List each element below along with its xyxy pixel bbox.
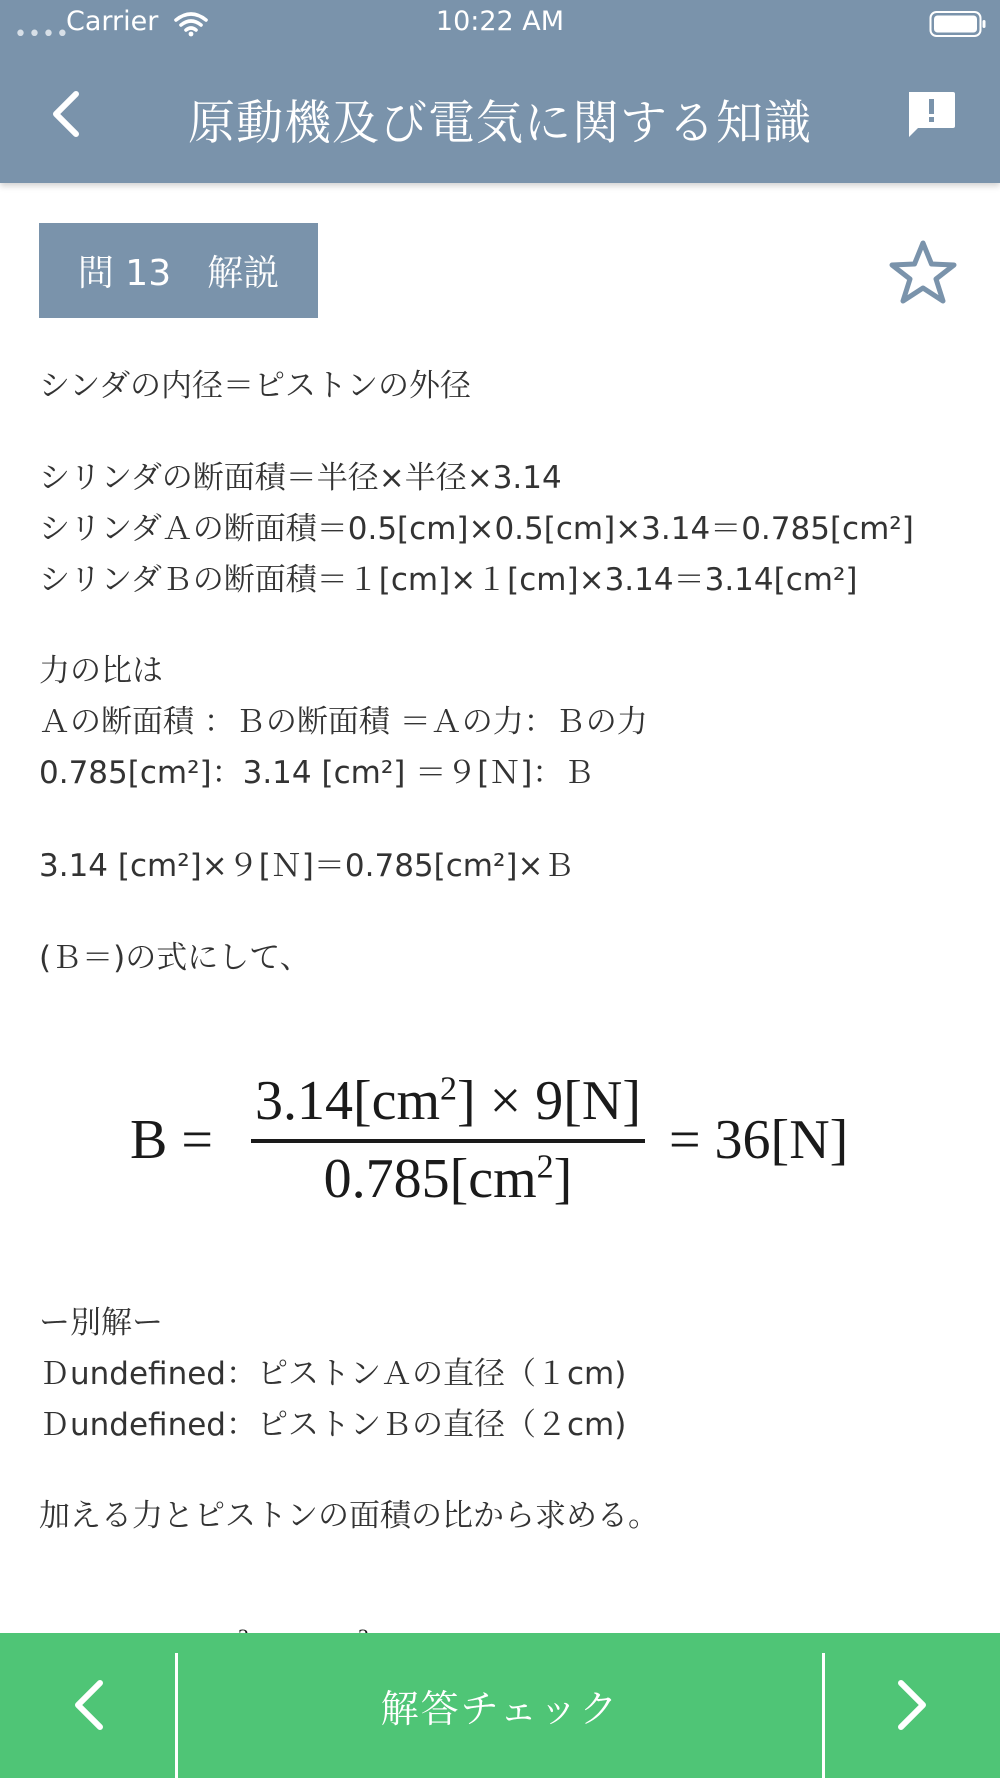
page-title: 原動機及び電気に関する知識 — [188, 96, 812, 151]
status-clock: 10:22 AM — [435, 6, 565, 37]
signal-strength-icon: •••• — [14, 22, 70, 47]
explanation-line: 3.14 [cm²]×９[Ｎ]＝0.785[cm²]×Ｂ — [39, 848, 575, 884]
formula-fraction — [251, 1069, 645, 1211]
denominator-part: 0.785[cm — [323, 1148, 537, 1210]
explanation-line: ー別解ー — [39, 1305, 163, 1341]
explanation-line: 力の比は — [39, 653, 163, 689]
previous-question-button[interactable] — [0, 1633, 175, 1778]
denominator-part: ] — [553, 1148, 573, 1210]
denominator-exponent: 2 — [536, 1148, 554, 1186]
numerator-part: ] × 9[N] — [457, 1070, 641, 1132]
chevron-right-icon — [891, 1675, 935, 1735]
explanation-line: 0.785[cm²]：3.14 [cm²] ＝９[Ｎ]：Ｂ — [39, 755, 595, 791]
chevron-left-icon — [66, 1675, 110, 1735]
force-formula — [130, 1060, 870, 1220]
explanation-line: シンダの内径＝ピストンの外径 — [39, 368, 471, 404]
numerator-part: 3.14[cm — [254, 1070, 440, 1132]
status-bar — [0, 0, 1000, 50]
answer-check-button[interactable]: 解答チェック — [380, 1687, 620, 1731]
explanation-line: シリンダＢの断面積＝１[cm]×１[cm]×3.14＝3.14[cm²] — [39, 562, 858, 598]
report-feedback-icon — [904, 88, 958, 142]
formula-result: = 36[N] — [668, 1109, 849, 1171]
favorite-button[interactable] — [888, 238, 958, 306]
battery-icon — [929, 10, 987, 42]
report-button[interactable] — [904, 88, 958, 142]
explanation-line: (Ｂ＝)の式にして、 — [39, 940, 311, 976]
explanation-line: Ｄundefined：ピストンＢの直径（２cm) — [39, 1407, 627, 1443]
explanation-line: 加える力とピストンの面積の比から求める。 — [39, 1498, 659, 1534]
explanation-line: シリンダの断面積＝半径×半径×3.14 — [39, 460, 562, 496]
navigation-header — [0, 0, 1000, 183]
numerator-exponent: 2 — [440, 1070, 457, 1108]
explanation-line: Ａの断面積 ：Ｂの断面積 ＝Ａの力：Ｂの力 — [39, 704, 648, 740]
next-question-button[interactable] — [825, 1633, 1000, 1778]
formula-lhs: B = — [130, 1109, 213, 1171]
formula-numerator — [251, 1069, 645, 1143]
explanation-line: シリンダＡの断面積＝0.5[cm]×0.5[cm]×3.14＝0.785[cm²] — [39, 511, 914, 547]
carrier-label: Carrier — [66, 6, 159, 37]
star-outline-icon — [888, 238, 958, 306]
question-explanation-badge: 問 13 解説 — [39, 223, 318, 318]
bottom-action-bar — [0, 1633, 1000, 1778]
formula-denominator — [324, 1143, 573, 1211]
explanation-line: Ｄundefined：ピストンＡの直径（１cm) — [39, 1356, 627, 1392]
